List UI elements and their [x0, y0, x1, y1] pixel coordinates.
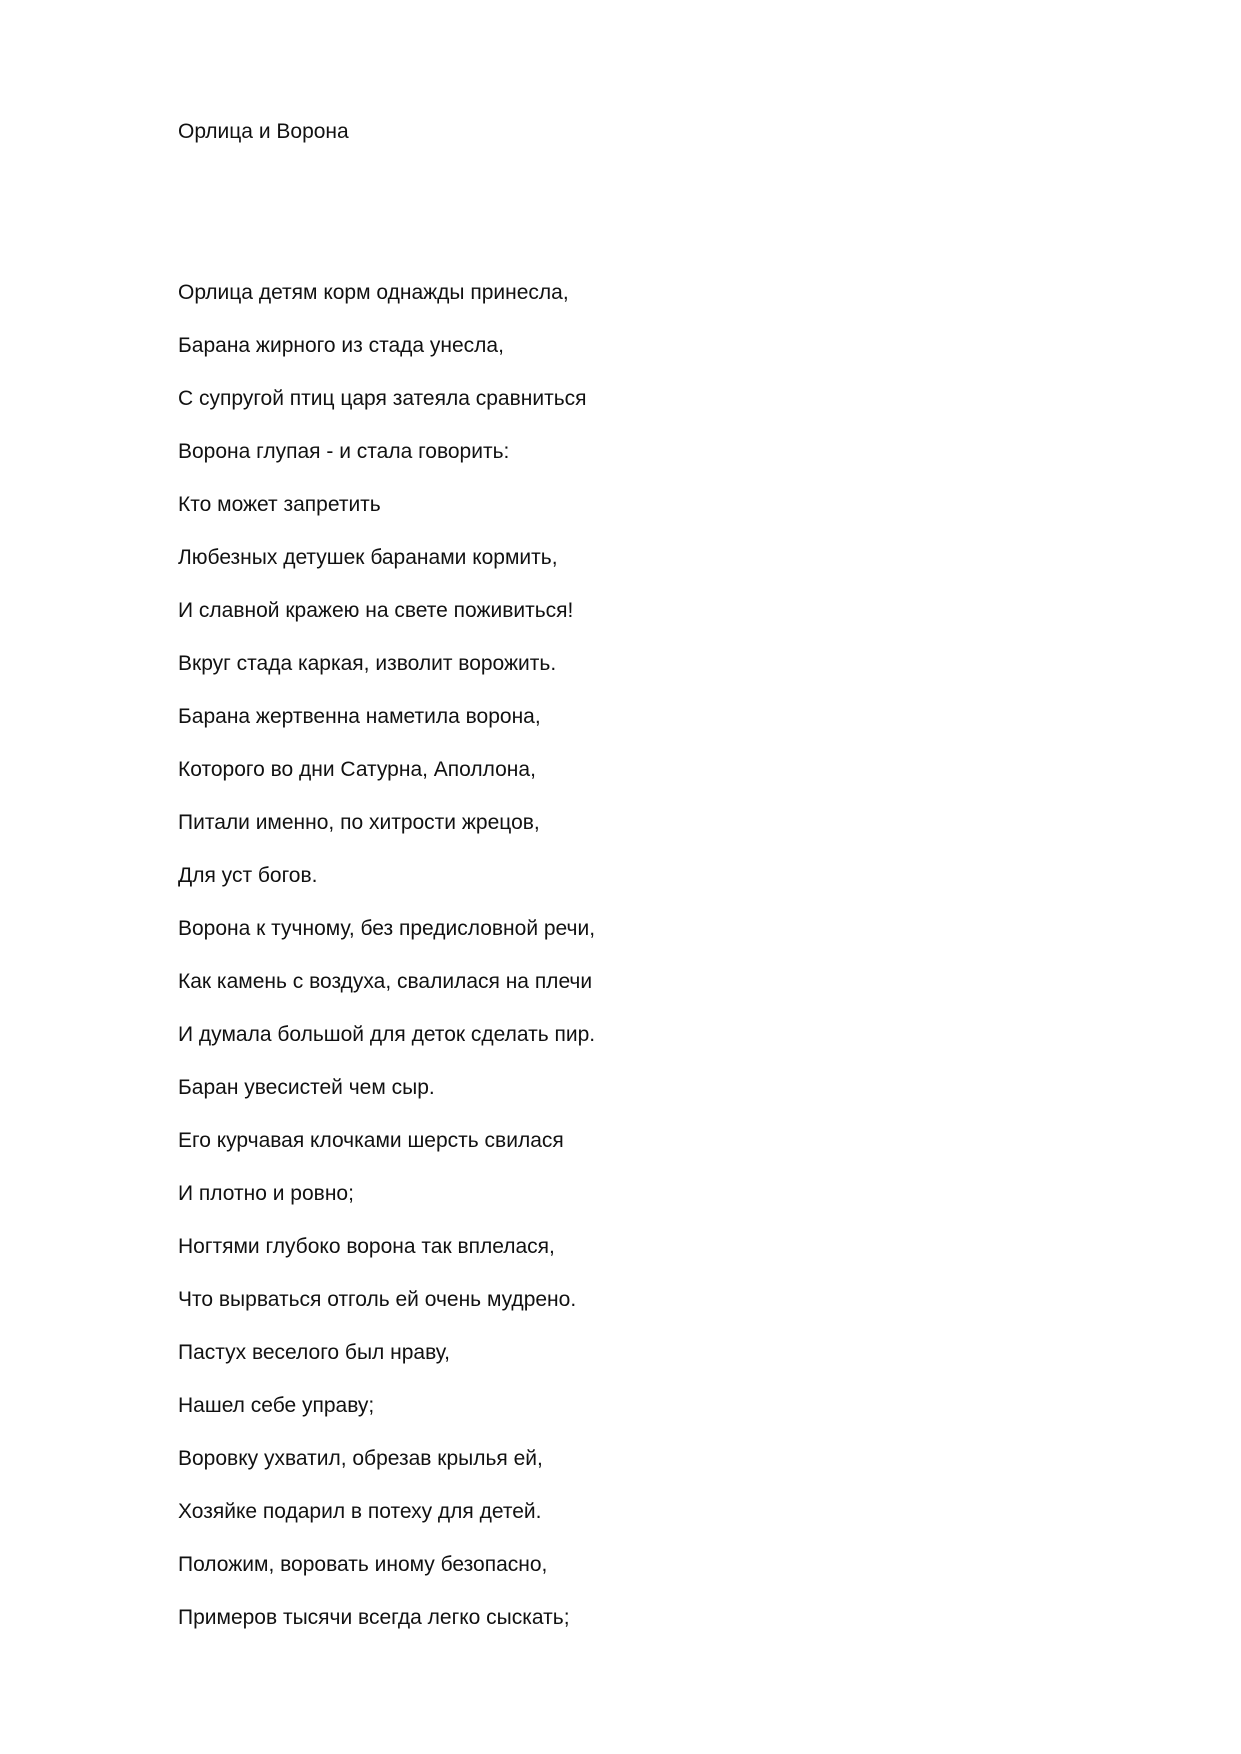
- poem-line: Барана жертвенна наметила ворона,: [178, 705, 541, 728]
- poem-line: Ворона глупая - и стала говорить:: [178, 440, 510, 463]
- poem-line: Вкруг стада каркая, изволит ворожить.: [178, 652, 557, 675]
- poem-line: И думала большой для деток сделать пир.: [178, 1023, 596, 1046]
- poem-line: Баран увесистей чем сыр.: [178, 1076, 435, 1099]
- poem-line: Что вырваться отголь ей очень мудрено.: [178, 1288, 577, 1311]
- poem-line: Пастух веселого был нраву,: [178, 1341, 451, 1364]
- poem-line: Ногтями глубоко ворона так вплелася,: [178, 1235, 555, 1258]
- poem-body: [178, 280, 595, 1658]
- poem-line: Положим, воровать иному безопасно,: [178, 1553, 548, 1576]
- poem-line: И славной кражею на свете поживиться!: [178, 599, 574, 622]
- poem-line: Воровку ухватил, обрезав крылья ей,: [178, 1447, 543, 1470]
- poem-line: Для уст богов.: [178, 864, 318, 887]
- poem-line: Орлица детям корм однажды принесла,: [178, 281, 569, 304]
- poem-line: Нашел себе управу;: [178, 1394, 375, 1417]
- page-title: Орлица и Ворона: [178, 120, 349, 143]
- poem-line: Ворона к тучному, без предисловной речи,: [178, 917, 596, 940]
- poem-line: Кто может запретить: [178, 493, 381, 516]
- poem-line: Барана жирного из стада унесла,: [178, 334, 504, 357]
- poem-line: Его курчавая клочками шерсть свилася: [178, 1129, 564, 1152]
- poem-line: И плотно и ровно;: [178, 1182, 354, 1205]
- poem-line: Примеров тысячи всегда легко сыскать;: [178, 1606, 570, 1629]
- poem-line: Любезных детушек баранами кормить,: [178, 546, 558, 569]
- poem-line: С супругой птиц царя затеяла сравниться: [178, 387, 587, 410]
- poem-line: Питали именно, по хитрости жрецов,: [178, 811, 540, 834]
- poem-line: Хозяйке подарил в потеху для детей.: [178, 1500, 542, 1523]
- poem-line: Которого во дни Сатурна, Аполлона,: [178, 758, 536, 781]
- poem-line: Как камень с воздуха, свалилася на плечи: [178, 970, 593, 993]
